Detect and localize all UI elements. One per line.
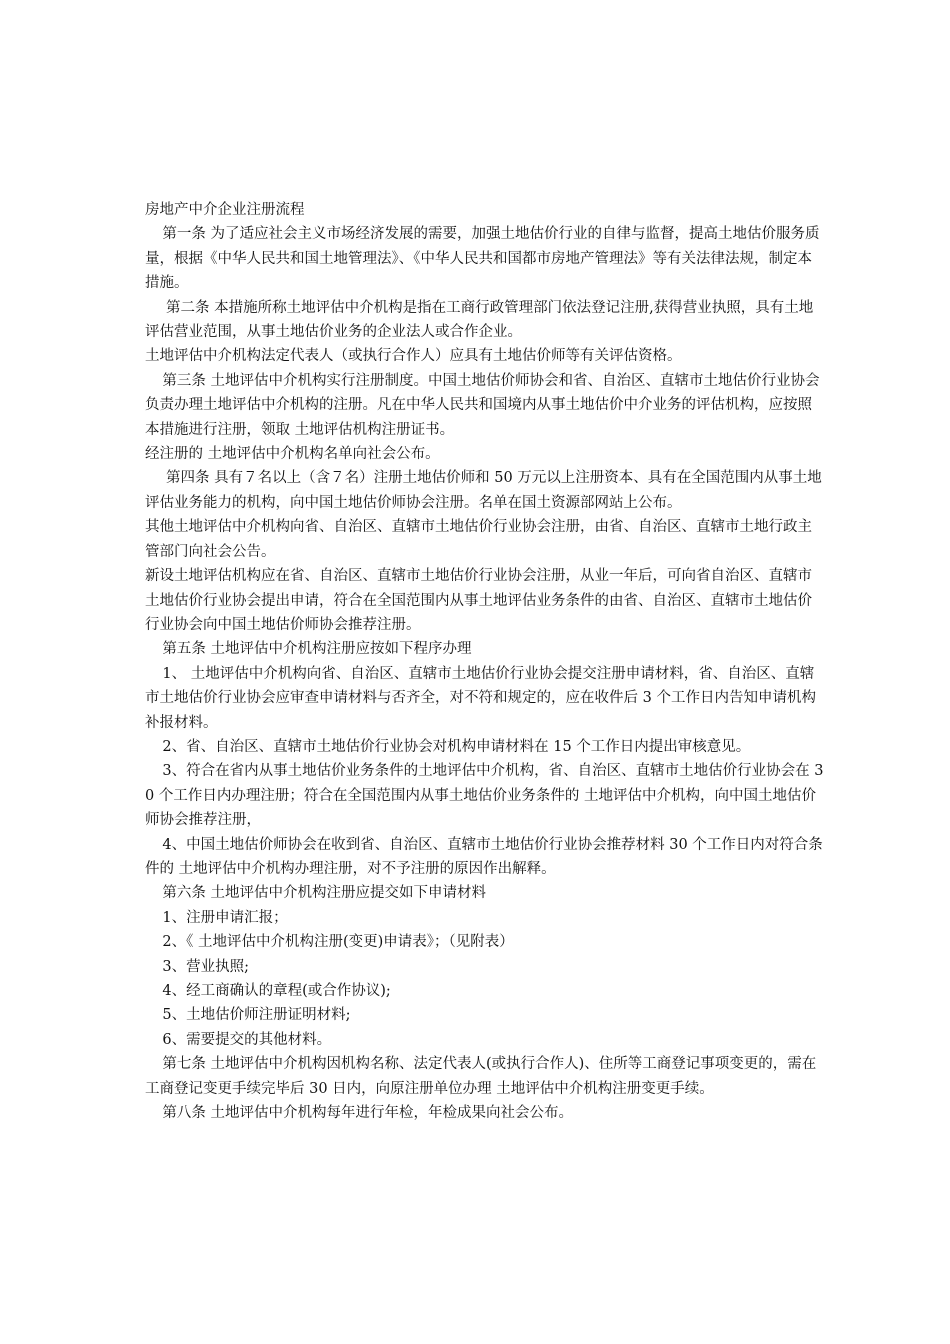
paragraph: 3、营业执照;: [162, 958, 250, 975]
paragraph: 第七条 土地评估中介机构因机构名称、法定代表人(或执行合作人)、住所等工商登记事项变更的，需在工商登记变更手续完毕后 30 日内，向原注册单位办理 土地评估中介机构注册变更手续。: [145, 1056, 817, 1097]
document-page: [145, 198, 825, 1125]
paragraph: 第一条 为了适应社会主义市场经济发展的需要，加强土地估价行业的自律与监督，提高土地估价服务质量，根据《中华人民共和国土地管理法》、《中华人民共和国都市房地产管理法》等有关法律法规，制定本措施。: [145, 226, 820, 292]
document-title: 房地产中介企业注册流程: [145, 202, 305, 218]
paragraph: 6、需要提交的其他材料。: [162, 1031, 332, 1048]
paragraph: 4、经工商确认的章程(或合作协议);: [162, 983, 391, 999]
paragraph: 4、中国土地估价师协会在收到省、自治区、直辖市土地估价行业协会推荐材料 30 个工作日内对符合条件的 土地评估中介机构办理注册，对不予注册的原因作出解释。: [145, 836, 823, 877]
document-body: [145, 222, 825, 1125]
paragraph: 5、土地估价师注册证明材料;: [162, 1007, 351, 1024]
paragraph: 1、注册申请汇报；: [162, 909, 288, 926]
paragraph: 第四条 具有７名以上（含７名）注册土地估价师和 50 万元以上注册资本、具有在全国范围内从事土地评估业务能力的机构，向中国土地估价师协会注册。名单在国土资源部网站上公布。: [145, 470, 822, 511]
paragraph: 其他土地评估中介机构向省、自治区、直辖市土地估价行业协会注册，由省、自治区、直辖市土地行政主管部门向社会公告。: [145, 519, 812, 560]
paragraph: 2、《 土地评估中介机构注册(变更)申请表》；（见附表）: [162, 934, 514, 951]
paragraph: 第五条 土地评估中介机构注册应按如下程序办理: [162, 641, 472, 658]
paragraph: 第二条 本措施所称土地评估中介机构是指在工商行政管理部门依法登记注册,获得营业执照，具有土地评估营业范围，从事土地估价业务的企业法人或合作企业。: [145, 299, 814, 341]
paragraph: 第八条 土地评估中介机构每年进行年检，年检成果向社会公布。: [162, 1105, 573, 1122]
paragraph: 第三条 土地评估中介机构实行注册制度。中国土地估价师协会和省、自治区、直辖市土地估价行业协会负责办理土地评估中介机构的注册。凡在中华人民共和国境内从事土地估价中介业务的评估机构，应按照本措施进行注册，领取 土地评估机构注册证书。: [145, 372, 820, 438]
paragraph: 土地评估中介机构法定代表人（或执行合作人）应具有土地估价师等有关评估资格。: [145, 348, 682, 365]
paragraph: 新设土地评估机构应在省、自治区、直辖市土地估价行业协会注册，从业一年后，可向省自治区、直辖市土地估价行业协会提出申请，符合在全国范围内从事土地评估业务条件的由省、自治区、直辖市土地估价行业协会向中国土地估价师协会推荐注册。: [145, 568, 812, 633]
paragraph: 第六条 土地评估中介机构注册应提交如下申请材料: [162, 885, 486, 902]
paragraph: 2、省、自治区、直辖市土地估价行业协会对机构申请材料在 15 个工作日内提出审核意见。: [162, 738, 751, 755]
paragraph: 3、符合在省内从事土地估价业务条件的土地评估中介机构，省、自治区、直辖市土地估价行业协会在 30 个工作日内办理注册；符合在全国范围内从事土地估价业务条件的 土地评估中介机构，向中国土地估价师协会推荐注册，: [145, 763, 824, 829]
paragraph: 经注册的 土地评估中介机构名单向社会公布。: [145, 446, 440, 463]
paragraph: 1、 土地评估中介机构向省、自治区、直辖市土地估价行业协会提交注册申请材料，省、自治区、直辖市土地估价行业协会应审查申请材料与否齐全，对不符和规定的，应在收件后 3 个工作日内告知申请机构补报材料。: [145, 665, 816, 731]
